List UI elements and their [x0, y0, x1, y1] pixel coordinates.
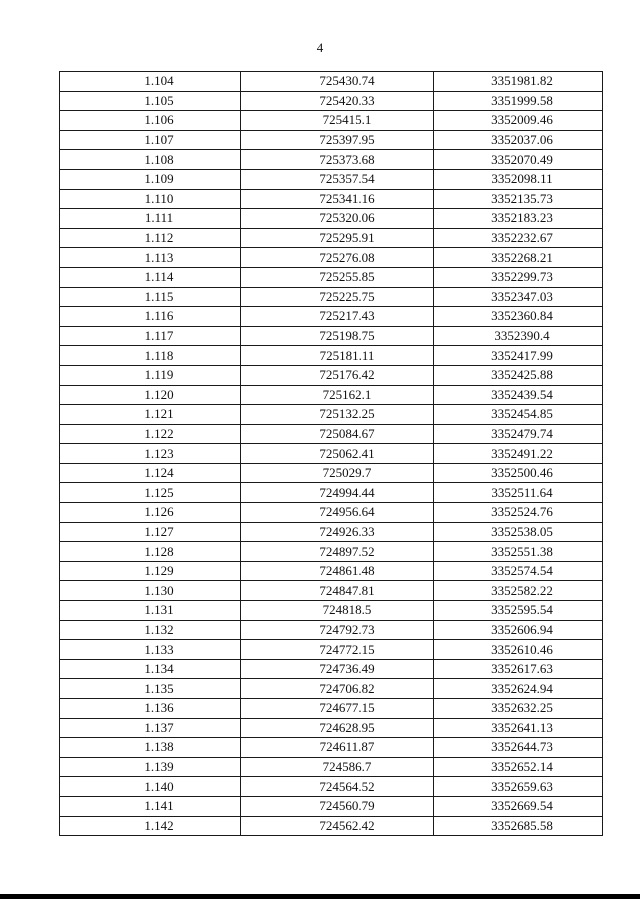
x-coordinate-cell: 725255.85	[241, 267, 434, 287]
table-row	[60, 228, 603, 248]
x-coordinate-cell: 725062.41	[241, 444, 434, 464]
y-coordinate-cell: 3352659.63	[434, 777, 603, 797]
point-number-cell: 1.141	[60, 796, 241, 816]
x-coordinate-cell: 724611.87	[241, 738, 434, 758]
x-coordinate-cell: 724897.52	[241, 542, 434, 562]
point-number-cell: 1.109	[60, 169, 241, 189]
x-coordinate-cell: 725225.75	[241, 287, 434, 307]
y-coordinate-cell: 3352425.88	[434, 365, 603, 385]
y-coordinate-cell: 3352232.67	[434, 228, 603, 248]
x-coordinate-cell: 724818.5	[241, 601, 434, 621]
point-number-cell: 1.132	[60, 620, 241, 640]
y-coordinate-cell: 3352610.46	[434, 640, 603, 660]
y-coordinate-cell: 3352632.25	[434, 699, 603, 719]
table-row	[60, 483, 603, 503]
point-number-cell: 1.126	[60, 503, 241, 523]
x-coordinate-cell: 724677.15	[241, 699, 434, 719]
x-coordinate-cell: 724736.49	[241, 659, 434, 679]
x-coordinate-cell: 725415.1	[241, 111, 434, 131]
x-coordinate-cell: 725341.16	[241, 189, 434, 209]
table-row	[60, 679, 603, 699]
y-coordinate-cell: 3352641.13	[434, 718, 603, 738]
point-number-cell: 1.134	[60, 659, 241, 679]
x-coordinate-cell: 725176.42	[241, 365, 434, 385]
table-row	[60, 463, 603, 483]
y-coordinate-cell: 3351999.58	[434, 91, 603, 111]
x-coordinate-cell: 725430.74	[241, 72, 434, 92]
table-row	[60, 542, 603, 562]
y-coordinate-cell: 3352500.46	[434, 463, 603, 483]
table-row	[60, 718, 603, 738]
x-coordinate-cell: 725162.1	[241, 385, 434, 405]
point-number-cell: 1.118	[60, 346, 241, 366]
point-number-cell: 1.135	[60, 679, 241, 699]
x-coordinate-cell: 724706.82	[241, 679, 434, 699]
table-row	[60, 111, 603, 131]
point-number-cell: 1.121	[60, 405, 241, 425]
table-row	[60, 699, 603, 719]
table-row	[60, 346, 603, 366]
point-number-cell: 1.142	[60, 816, 241, 836]
point-number-cell: 1.107	[60, 130, 241, 150]
point-number-cell: 1.111	[60, 209, 241, 229]
point-number-cell: 1.122	[60, 424, 241, 444]
y-coordinate-cell: 3352439.54	[434, 385, 603, 405]
y-coordinate-cell: 3352135.73	[434, 189, 603, 209]
table-row	[60, 169, 603, 189]
page-number: 4	[316, 40, 324, 55]
point-number-cell: 1.131	[60, 601, 241, 621]
table-row	[60, 150, 603, 170]
y-coordinate-cell: 3352360.84	[434, 307, 603, 327]
x-coordinate-cell: 725217.43	[241, 307, 434, 327]
point-number-cell: 1.119	[60, 365, 241, 385]
point-number-cell: 1.123	[60, 444, 241, 464]
page-bottom-edge	[0, 894, 640, 899]
x-coordinate-cell: 725084.67	[241, 424, 434, 444]
coordinates-table	[59, 71, 603, 836]
table-row	[60, 816, 603, 836]
table-row	[60, 738, 603, 758]
table-row	[60, 326, 603, 346]
table-row	[60, 640, 603, 660]
y-coordinate-cell: 3352617.63	[434, 659, 603, 679]
point-number-cell: 1.125	[60, 483, 241, 503]
y-coordinate-cell: 3351981.82	[434, 72, 603, 92]
point-number-cell: 1.120	[60, 385, 241, 405]
point-number-cell: 1.124	[60, 463, 241, 483]
y-coordinate-cell: 3352595.54	[434, 601, 603, 621]
y-coordinate-cell: 3352551.38	[434, 542, 603, 562]
y-coordinate-cell: 3352183.23	[434, 209, 603, 229]
table-row	[60, 248, 603, 268]
table-row	[60, 287, 603, 307]
table-row	[60, 796, 603, 816]
y-coordinate-cell: 3352268.21	[434, 248, 603, 268]
point-number-cell: 1.110	[60, 189, 241, 209]
point-number-cell: 1.129	[60, 561, 241, 581]
y-coordinate-cell: 3352524.76	[434, 503, 603, 523]
table-row	[60, 659, 603, 679]
x-coordinate-cell: 724926.33	[241, 522, 434, 542]
table-row	[60, 307, 603, 327]
point-number-cell: 1.133	[60, 640, 241, 660]
x-coordinate-cell: 724586.7	[241, 757, 434, 777]
x-coordinate-cell: 724994.44	[241, 483, 434, 503]
point-number-cell: 1.105	[60, 91, 241, 111]
table-row	[60, 561, 603, 581]
y-coordinate-cell: 3352652.14	[434, 757, 603, 777]
y-coordinate-cell: 3352299.73	[434, 267, 603, 287]
point-number-cell: 1.113	[60, 248, 241, 268]
point-number-cell: 1.139	[60, 757, 241, 777]
table-row	[60, 620, 603, 640]
table-row	[60, 581, 603, 601]
point-number-cell: 1.104	[60, 72, 241, 92]
y-coordinate-cell: 3352417.99	[434, 346, 603, 366]
x-coordinate-cell: 725420.33	[241, 91, 434, 111]
point-number-cell: 1.116	[60, 307, 241, 327]
x-coordinate-cell: 725276.08	[241, 248, 434, 268]
x-coordinate-cell: 724956.64	[241, 503, 434, 523]
x-coordinate-cell: 724564.52	[241, 777, 434, 797]
point-number-cell: 1.115	[60, 287, 241, 307]
point-number-cell: 1.130	[60, 581, 241, 601]
table-row	[60, 503, 603, 523]
point-number-cell: 1.106	[60, 111, 241, 131]
table-row	[60, 777, 603, 797]
x-coordinate-cell: 725132.25	[241, 405, 434, 425]
x-coordinate-cell: 724560.79	[241, 796, 434, 816]
point-number-cell: 1.117	[60, 326, 241, 346]
table-row	[60, 424, 603, 444]
x-coordinate-cell: 724772.15	[241, 640, 434, 660]
y-coordinate-cell: 3352479.74	[434, 424, 603, 444]
x-coordinate-cell: 725029.7	[241, 463, 434, 483]
x-coordinate-cell: 724847.81	[241, 581, 434, 601]
coordinates-table-body	[60, 72, 603, 836]
x-coordinate-cell: 725295.91	[241, 228, 434, 248]
y-coordinate-cell: 3352669.54	[434, 796, 603, 816]
point-number-cell: 1.138	[60, 738, 241, 758]
table-row	[60, 444, 603, 464]
point-number-cell: 1.112	[60, 228, 241, 248]
x-coordinate-cell: 725320.06	[241, 209, 434, 229]
x-coordinate-cell: 724861.48	[241, 561, 434, 581]
point-number-cell: 1.127	[60, 522, 241, 542]
y-coordinate-cell: 3352606.94	[434, 620, 603, 640]
point-number-cell: 1.136	[60, 699, 241, 719]
x-coordinate-cell: 725373.68	[241, 150, 434, 170]
y-coordinate-cell: 3352624.94	[434, 679, 603, 699]
table-row	[60, 601, 603, 621]
y-coordinate-cell: 3352685.58	[434, 816, 603, 836]
table-row	[60, 189, 603, 209]
point-number-cell: 1.140	[60, 777, 241, 797]
point-number-cell: 1.108	[60, 150, 241, 170]
table-row	[60, 522, 603, 542]
table-row	[60, 130, 603, 150]
y-coordinate-cell: 3352582.22	[434, 581, 603, 601]
point-number-cell: 1.128	[60, 542, 241, 562]
table-row	[60, 91, 603, 111]
table-row	[60, 757, 603, 777]
table-row	[60, 267, 603, 287]
table-row	[60, 405, 603, 425]
y-coordinate-cell: 3352009.46	[434, 111, 603, 131]
x-coordinate-cell: 724792.73	[241, 620, 434, 640]
point-number-cell: 1.114	[60, 267, 241, 287]
y-coordinate-cell: 3352070.49	[434, 150, 603, 170]
y-coordinate-cell: 3352644.73	[434, 738, 603, 758]
table-row	[60, 365, 603, 385]
y-coordinate-cell: 3352390.4	[434, 326, 603, 346]
y-coordinate-cell: 3352538.05	[434, 522, 603, 542]
table-row	[60, 385, 603, 405]
table-row	[60, 72, 603, 92]
y-coordinate-cell: 3352347.03	[434, 287, 603, 307]
y-coordinate-cell: 3352098.11	[434, 169, 603, 189]
y-coordinate-cell: 3352454.85	[434, 405, 603, 425]
y-coordinate-cell: 3352491.22	[434, 444, 603, 464]
x-coordinate-cell: 725181.11	[241, 346, 434, 366]
x-coordinate-cell: 724628.95	[241, 718, 434, 738]
x-coordinate-cell: 724562.42	[241, 816, 434, 836]
table-row	[60, 209, 603, 229]
y-coordinate-cell: 3352574.54	[434, 561, 603, 581]
point-number-cell: 1.137	[60, 718, 241, 738]
x-coordinate-cell: 725397.95	[241, 130, 434, 150]
x-coordinate-cell: 725198.75	[241, 326, 434, 346]
y-coordinate-cell: 3352037.06	[434, 130, 603, 150]
y-coordinate-cell: 3352511.64	[434, 483, 603, 503]
x-coordinate-cell: 725357.54	[241, 169, 434, 189]
